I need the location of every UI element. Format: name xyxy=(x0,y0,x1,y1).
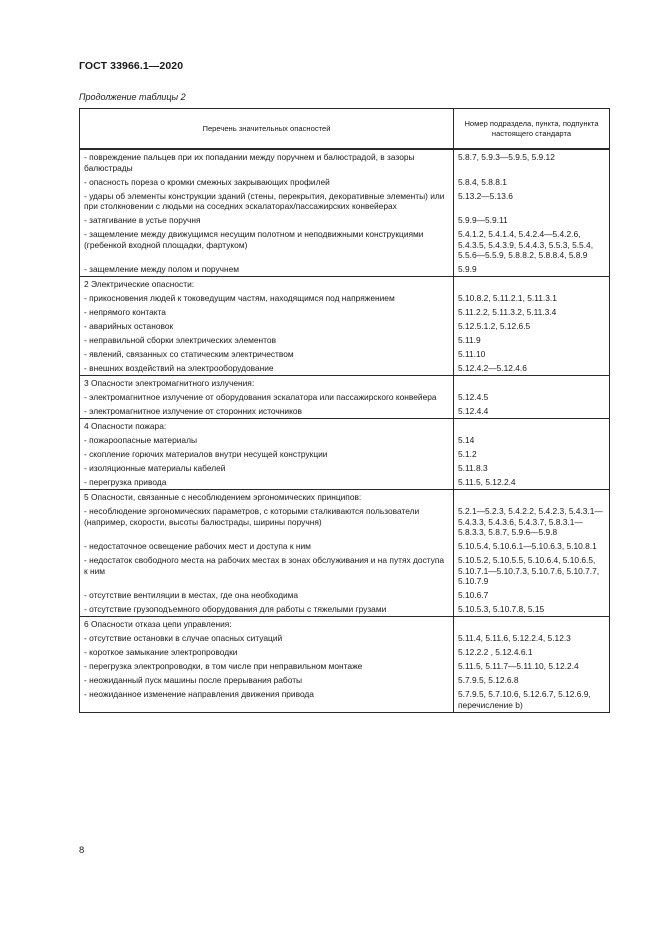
reference-cell: 5.7.9.5, 5.7.10.6, 5.12.6.7, 5.12.6.9, перечисление b) xyxy=(454,687,610,712)
hazard-cell: - защемление между полом и поручнем xyxy=(80,262,454,277)
hazard-cell: - несоблюдение эргономических параметров, с которыми сталкиваются пользователи (например, скорости, высоты балюстрады, ширины поручня) xyxy=(80,504,454,539)
table-row xyxy=(80,319,610,333)
table-row xyxy=(80,553,610,588)
table-row xyxy=(80,588,610,602)
table-continuation-caption: Продолжение таблицы 2 xyxy=(79,92,186,102)
reference-cell: 5.12.4.4 xyxy=(454,404,610,419)
table-row xyxy=(80,404,610,419)
table-row xyxy=(80,659,610,673)
reference-cell xyxy=(454,419,610,434)
hazard-cell: - аварийных остановок xyxy=(80,319,454,333)
table-row xyxy=(80,461,610,475)
table-row xyxy=(80,189,610,214)
reference-cell: 5.4.1.2, 5.4.1.4, 5.4.2.4—5.4.2.6, 5.4.3.5, 5.4.3.9, 5.4.4.3, 5.5.3, 5.5.4, 5.5.6—5.5.9, 5.8.8.2, 5.8.8.4, 5.8.9 xyxy=(454,227,610,262)
hazard-cell: - неожиданное изменение направления движения привода xyxy=(80,687,454,712)
table-row xyxy=(80,645,610,659)
hazard-cell: - опасность пореза о кромки смежных закрывающих профилей xyxy=(80,175,454,189)
table-row xyxy=(80,291,610,305)
hazard-cell: 4 Опасности пожара: xyxy=(80,419,454,434)
table-header-row xyxy=(80,109,610,150)
hazard-cell: - затягивание в устье поручня xyxy=(80,213,454,227)
hazards-table-container xyxy=(79,108,609,713)
hazard-cell: - пожароопасные материалы xyxy=(80,433,454,447)
hazard-cell: - отсутствие вентиляции в местах, где она необходима xyxy=(80,588,454,602)
reference-cell xyxy=(454,490,610,505)
hazard-cell: - отсутствие остановки в случае опасных ситуаций xyxy=(80,631,454,645)
page-number: 8 xyxy=(79,845,85,856)
reference-cell: 5.11.8.3 xyxy=(454,461,610,475)
reference-cell: 5.8.7, 5.9.3—5.9.5, 5.9.12 xyxy=(454,149,610,175)
table-row xyxy=(80,631,610,645)
reference-cell: 5.12.5.1.2, 5.12.6.5 xyxy=(454,319,610,333)
reference-cell: 5.1.2 xyxy=(454,447,610,461)
reference-cell: 5.11.2.2, 5.11.3.2, 5.11.3.4 xyxy=(454,305,610,319)
hazard-cell: - электромагнитное излучение от оборудования эскалатора или пассажирского конвейера xyxy=(80,390,454,404)
table-row xyxy=(80,475,610,490)
table-row xyxy=(80,390,610,404)
hazard-cell: 6 Опасности отказа цепи управления: xyxy=(80,617,454,632)
table-row xyxy=(80,333,610,347)
hazard-cell: - недостаток свободного места на рабочих местах в зонах обслуживания и на путях доступа к ним xyxy=(80,553,454,588)
hazard-cell: - внешних воздействий на электрооборудование xyxy=(80,361,454,376)
table-row xyxy=(80,227,610,262)
reference-cell: 5.10.5.4, 5.10.6.1—5.10.6.3, 5.10.8.1 xyxy=(454,539,610,553)
reference-cell xyxy=(454,376,610,391)
table-row xyxy=(80,149,610,175)
hazard-cell: - явлений, связанных со статическим электричеством xyxy=(80,347,454,361)
hazard-cell: - неожиданный пуск машины после прерывания работы xyxy=(80,673,454,687)
hazard-cell: - повреждение пальцев при их попадании между поручнем и балюстрадой, в зазоры балюстрады xyxy=(80,149,454,175)
table-row xyxy=(80,175,610,189)
table-row xyxy=(80,361,610,376)
table-row xyxy=(80,504,610,539)
table-row xyxy=(80,213,610,227)
reference-cell: 5.10.6.7 xyxy=(454,588,610,602)
reference-cell xyxy=(454,277,610,292)
reference-cell: 5.11.5, 5.12.2.4 xyxy=(454,475,610,490)
table-row xyxy=(80,673,610,687)
reference-cell: 5.8.4, 5.8.8.1 xyxy=(454,175,610,189)
reference-cell xyxy=(454,617,610,632)
hazard-cell: - неправильной сборки электрических элементов xyxy=(80,333,454,347)
hazard-cell: 3 Опасности электромагнитного излучения: xyxy=(80,376,454,391)
hazard-cell: - перегрузка электропроводки, в том числе при неправильном монтаже xyxy=(80,659,454,673)
table-row xyxy=(80,419,610,434)
reference-cell: 5.10.5.3, 5.10.7.8, 5.15 xyxy=(454,602,610,617)
hazard-cell: 2 Электрические опасности: xyxy=(80,277,454,292)
table-row xyxy=(80,305,610,319)
column-header-reference: Номер подраздела, пункта, подпункта настоящего стандарта xyxy=(454,109,610,150)
table-row xyxy=(80,262,610,277)
table-row xyxy=(80,602,610,617)
reference-cell: 5.12.4.5 xyxy=(454,390,610,404)
hazard-cell: - скопление горючих материалов внутри несущей конструкции xyxy=(80,447,454,461)
table-body xyxy=(80,149,610,712)
hazard-cell: - короткое замыкание электропроводки xyxy=(80,645,454,659)
column-header-hazards: Перечень значительных опасностей xyxy=(80,109,454,150)
reference-cell: 5.11.5, 5.11.7—5.11.10, 5.12.2.4 xyxy=(454,659,610,673)
reference-cell: 5.2.1—5.2.3, 5.4.2.2, 5.4.2.3, 5.4.3.1—5.4.3.3, 5.4.3.6, 5.4.3.7, 5.8.3.1—5.8.3.3, 5.8.7, 5.9.6—5.9.8 xyxy=(454,504,610,539)
reference-cell: 5.12.4.2—5.12.4.6 xyxy=(454,361,610,376)
hazard-cell: - удары об элементы конструкции зданий (стены, перекрытия, декоративные элементы) или при столкновении с людьми на соседних эскалаторах/пассажирских конвейерах xyxy=(80,189,454,214)
hazard-cell: - защемление между движущимся несущим полотном и неподвижными конструкциями (гребенкой входной площадки, фартуком) xyxy=(80,227,454,262)
reference-cell: 5.7.9.5, 5.12.6.8 xyxy=(454,673,610,687)
hazard-cell: 5 Опасности, связанные с несоблюдением эргономических принципов: xyxy=(80,490,454,505)
hazard-cell: - недостаточное освещение рабочих мест и доступа к ним xyxy=(80,539,454,553)
table-row xyxy=(80,376,610,391)
table-row xyxy=(80,447,610,461)
hazard-cell: - перегрузка привода xyxy=(80,475,454,490)
reference-cell: 5.11.10 xyxy=(454,347,610,361)
hazard-cell: - изоляционные материалы кабелей xyxy=(80,461,454,475)
table-row xyxy=(80,687,610,712)
reference-cell: 5.9.9 xyxy=(454,262,610,277)
table-row xyxy=(80,490,610,505)
table-row xyxy=(80,277,610,292)
reference-cell: 5.11.4, 5.11.6, 5.12.2.4, 5.12.3 xyxy=(454,631,610,645)
table-row xyxy=(80,539,610,553)
reference-cell: 5.10.5.2, 5.10.5.5, 5.10.6.4, 5.10.6.5, 5.10.7.1—5.10.7.3, 5.10.7.6, 5.10.7.7, 5.10.7.9 xyxy=(454,553,610,588)
hazard-cell: - непрямого контакта xyxy=(80,305,454,319)
reference-cell: 5.14 xyxy=(454,433,610,447)
document-title: ГОСТ 33966.1—2020 xyxy=(79,60,184,72)
reference-cell: 5.13.2—5.13.6 xyxy=(454,189,610,214)
hazard-cell: - электромагнитное излучение от сторонних источников xyxy=(80,404,454,419)
reference-cell: 5.10.8.2, 5.11.2.1, 5.11.3.1 xyxy=(454,291,610,305)
reference-cell: 5.11.9 xyxy=(454,333,610,347)
hazards-table xyxy=(79,108,610,713)
table-row xyxy=(80,433,610,447)
table-row xyxy=(80,347,610,361)
hazard-cell: - прикосновения людей к токоведущим частям, находящимся под напряжением xyxy=(80,291,454,305)
reference-cell: 5.12.2.2 , 5.12.4.6.1 xyxy=(454,645,610,659)
reference-cell: 5.9.9—5.9.11 xyxy=(454,213,610,227)
hazard-cell: - отсутствие грузоподъемного оборудования для работы с тяжелыми грузами xyxy=(80,602,454,617)
table-row xyxy=(80,617,610,632)
